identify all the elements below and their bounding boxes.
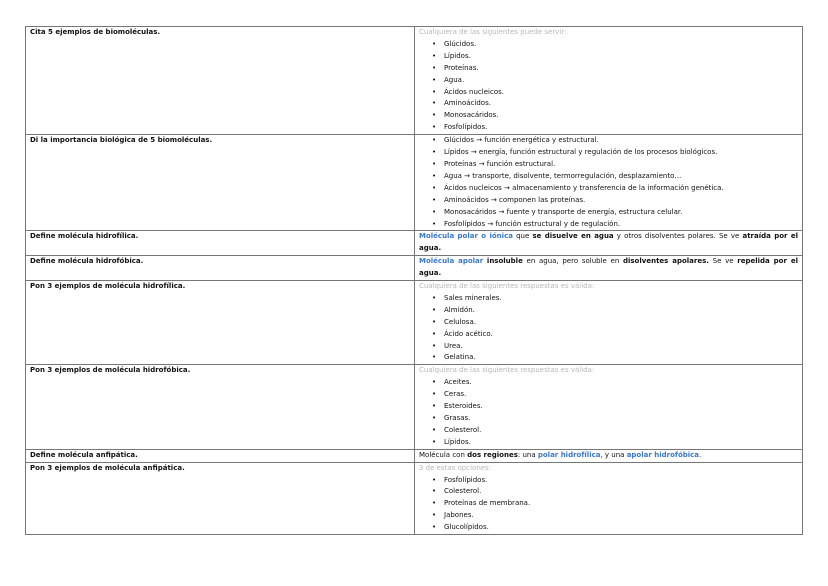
answer-cell (415, 449, 803, 462)
list-item: • Esteroides. (444, 401, 798, 413)
question-cell: Pon 3 ejemplos de molécula hidrofóbica. (26, 365, 415, 449)
question-cell: Define molécula anfipática. (26, 449, 415, 462)
highlight-text: polar hidrofílica (537, 450, 601, 459)
answer-text: . (699, 450, 702, 459)
list-item: • Monosacáridos → fuente y transporte de energía, estructura celular. (444, 207, 798, 219)
table-row (26, 281, 803, 365)
list-item: • Monosacáridos. (444, 110, 798, 122)
answer-intro: Cualquiera de las siguientes respuestas es válida: (419, 282, 595, 291)
list-item: • Aminoácidos. (444, 98, 798, 110)
bold-text: atraída por el agua. (419, 232, 798, 253)
list-item: • Colesterol. (444, 486, 798, 498)
list-item: • Fosfolípidos. (444, 475, 798, 487)
list-item: • Celulosa. (444, 317, 798, 329)
table-row (26, 449, 803, 462)
question-cell: Define molécula hidrofóbica. (26, 256, 415, 281)
table-row (26, 27, 803, 135)
list-item: • Lípidos. (444, 51, 798, 63)
answer-text: Molécula con (419, 450, 468, 459)
list-item: • Aceites. (444, 377, 798, 389)
answer-text: , y una (600, 450, 627, 459)
answer-cell (415, 365, 803, 449)
answer-text: que (512, 232, 533, 241)
list-item: • Agua → transporte, disolvente, termorregulación, desplazamiento… (444, 171, 798, 183)
bold-text: disolventes apolares. (622, 257, 709, 266)
answer-list (419, 39, 798, 134)
bold-text: insoluble (486, 257, 523, 266)
list-item: • Colesterol. (444, 425, 798, 437)
answer-cell (415, 281, 803, 365)
table-row (26, 462, 803, 534)
answer-cell (415, 256, 803, 281)
list-item: • Fosfolípidos. (444, 122, 798, 134)
answer-text: y otros disolventes polares. Se ve (613, 232, 743, 241)
answer-list (419, 293, 798, 364)
answer-text: : una (517, 450, 538, 459)
question-cell: Pon 3 ejemplos de molécula anfipática. (26, 462, 415, 534)
list-item: • Ceras. (444, 389, 798, 401)
list-item: • Ácidos nucleicos. (444, 87, 798, 99)
answer-cell (415, 135, 803, 231)
list-item: • Sales minerales. (444, 293, 798, 305)
list-item: • Jabones. (444, 510, 798, 522)
answer-cell (415, 231, 803, 256)
highlight-text: apolar hidrofóbica (626, 450, 700, 459)
list-item: • Gelatina. (444, 352, 798, 364)
list-item: • Ácido acético. (444, 329, 798, 341)
list-item: • Glúcidos → función energética y estructural. (444, 135, 798, 147)
question-cell: Cita 5 ejemplos de biomoléculas. (26, 27, 415, 135)
answer-intro: Cualquiera de las siguientes respuestas es válida: (419, 366, 595, 375)
list-item: • Fosfolípidos → función estructural y de regulación. (444, 219, 798, 231)
table-row (26, 365, 803, 449)
list-item: • Urea. (444, 341, 798, 353)
question-cell: Pon 3 ejemplos de molécula hidrofílica. (26, 281, 415, 365)
table-row (26, 135, 803, 231)
list-item: • Agua. (444, 75, 798, 87)
answer-intro: Cualquiera de las siguientes puede servir: (419, 28, 567, 36)
question-cell: Di la importancia biológica de 5 biomoléculas. (26, 135, 415, 231)
answer-text: en agua, pero soluble en (522, 257, 623, 266)
list-item: • Lípidos → energía, función estructural y regulación de los procesos biológicos. (444, 147, 798, 159)
answer-list (419, 377, 798, 448)
bold-text: se disuelve en agua (532, 232, 614, 241)
list-item: • Glucolípidos. (444, 522, 798, 534)
answer-cell (415, 27, 803, 135)
table-row (26, 231, 803, 256)
bold-text: dos regiones (467, 450, 518, 459)
answer-cell (415, 462, 803, 534)
list-item: • Lípidos. (444, 437, 798, 449)
answer-list (419, 475, 798, 535)
list-item: • Proteínas. (444, 63, 798, 75)
list-item: • Proteínas de membrana. (444, 498, 798, 510)
list-item: • Aminoácidos → componen las proteínas. (444, 195, 798, 207)
list-item: • Proteínas → función estructural. (444, 159, 798, 171)
highlight-text: Molécula polar o iónica (419, 232, 513, 241)
highlight-text: Molécula apolar (419, 257, 484, 266)
table-row (26, 256, 803, 281)
bold-text: repelida por el agua. (419, 257, 798, 278)
list-item: • Ácidos nucleicos → almacenamiento y transferencia de la información genética. (444, 183, 798, 195)
list-item: • Grasas. (444, 413, 798, 425)
list-item: • Glúcidos. (444, 39, 798, 51)
answer-text: Se ve (708, 257, 738, 266)
biomolecules-table (25, 26, 803, 535)
answer-list (419, 135, 798, 230)
list-item: • Almidón. (444, 305, 798, 317)
question-cell: Define molécula hidrofílica. (26, 231, 415, 256)
answer-intro: 3 de estas opciones: (419, 463, 492, 472)
